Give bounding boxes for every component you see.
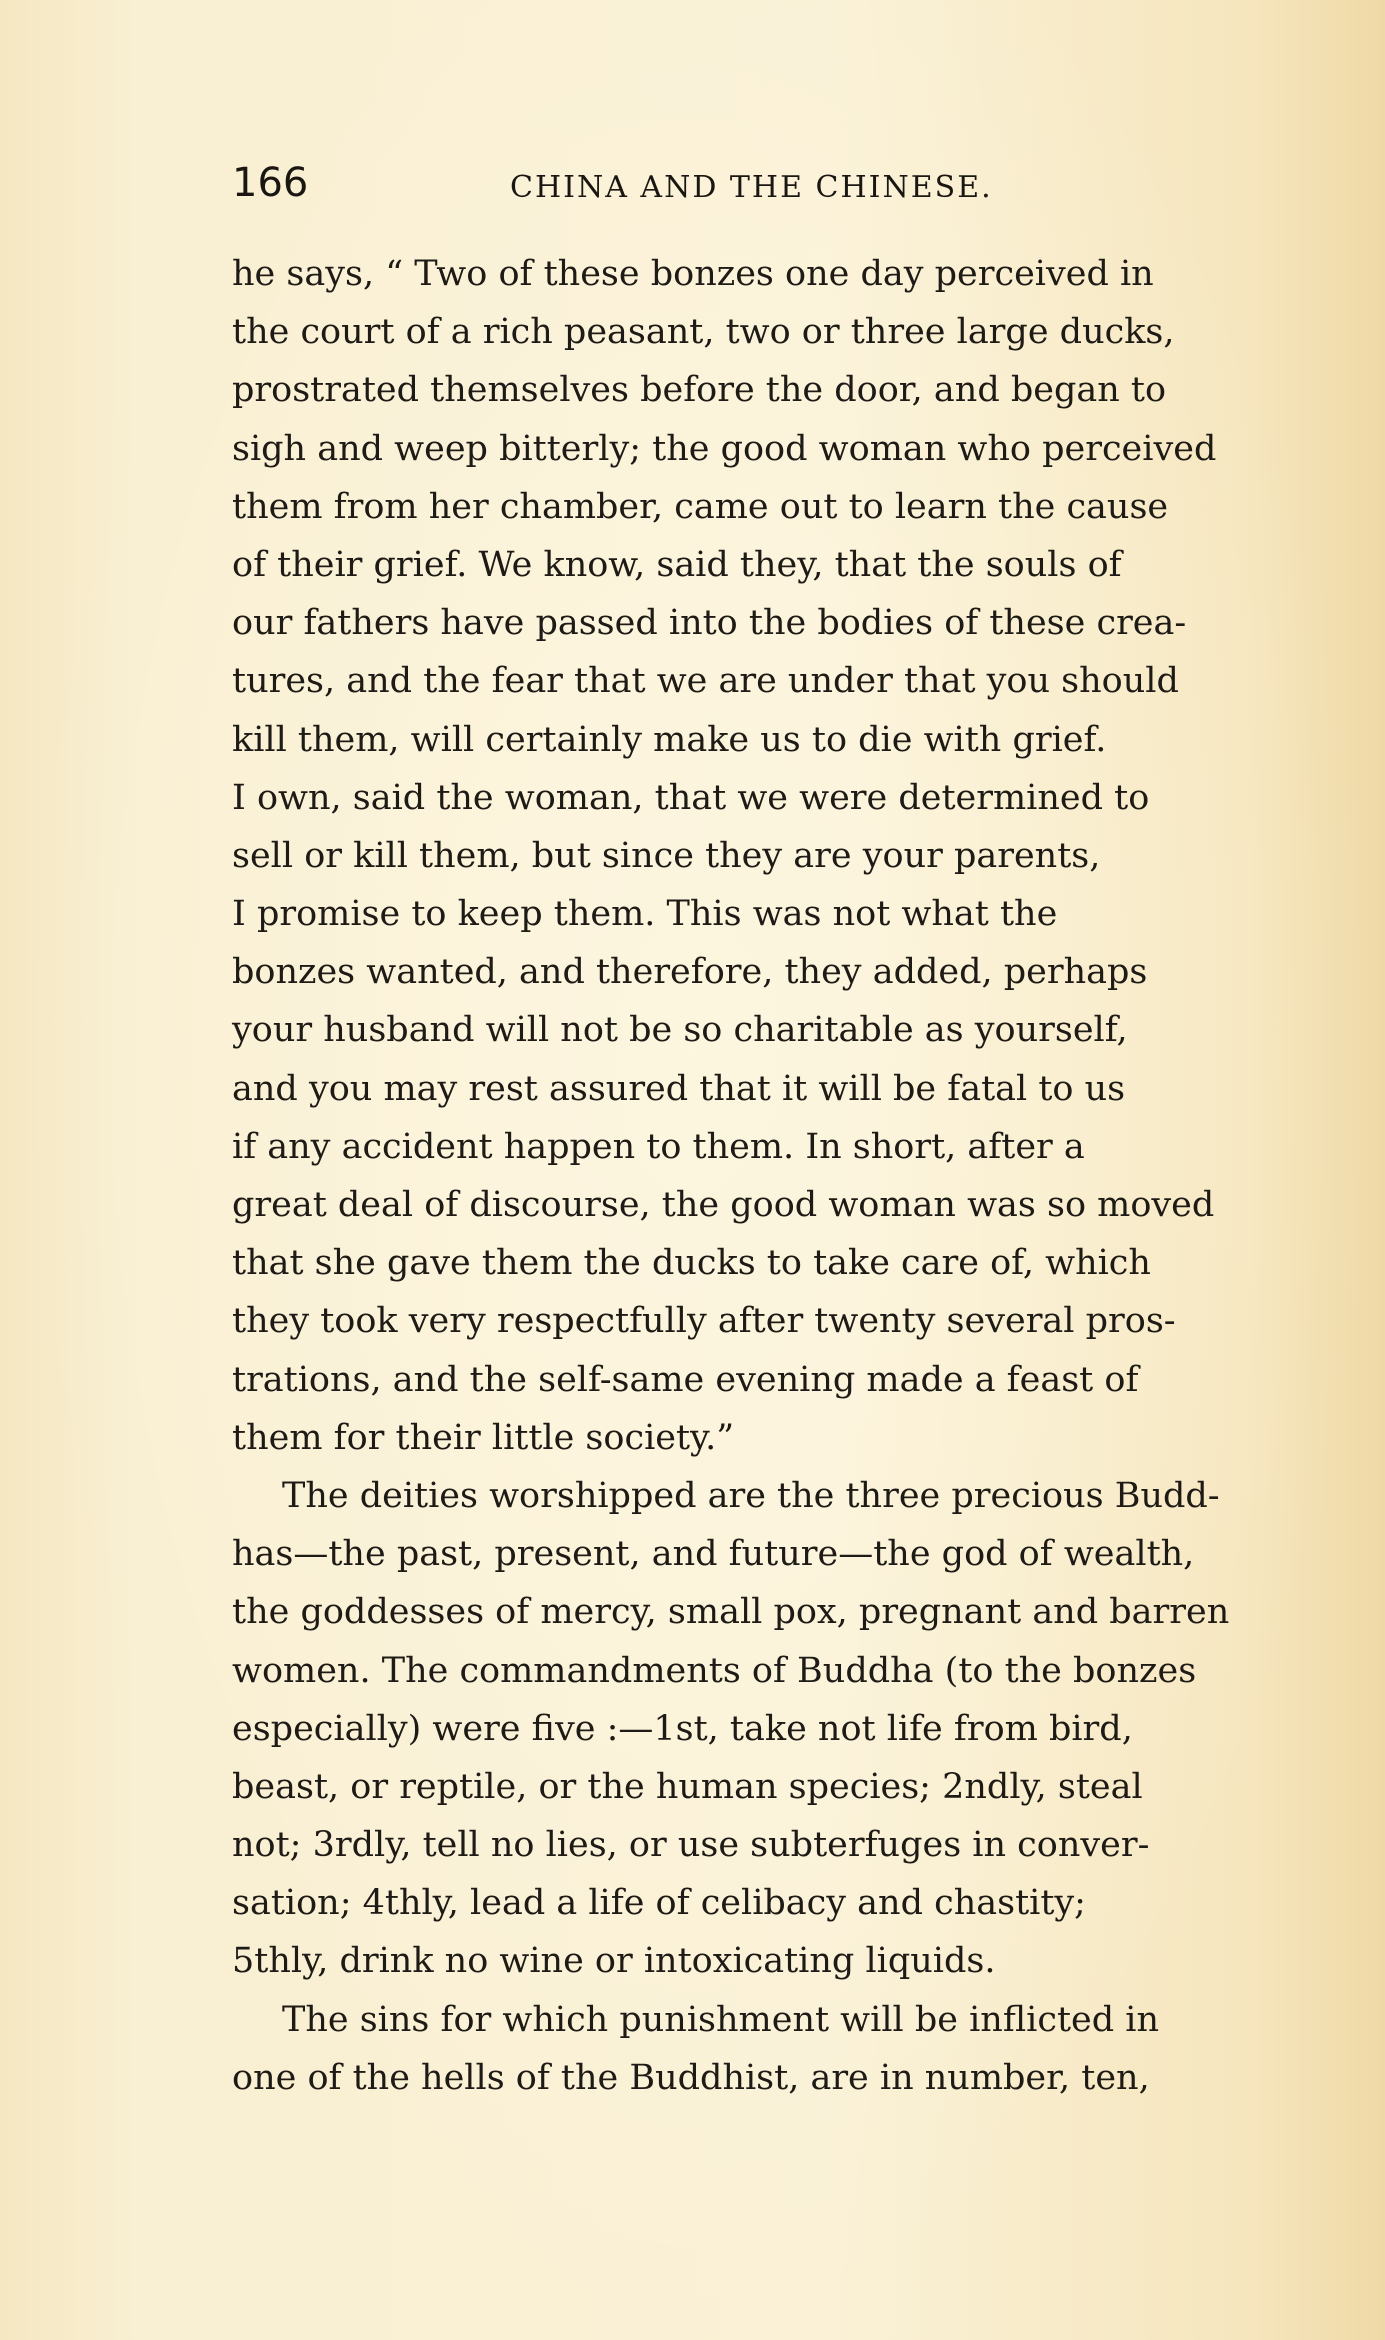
paragraph-start-line: The deities worshipped are the three precious Budd- [282,1475,1220,1516]
text-line: your husband will not be so charitable as yourself, [232,1010,1128,1051]
text-line: especially) were five :—1st, take not life from bird, [232,1708,1133,1749]
text-line: great deal of discourse, the good woman was so moved [232,1185,1215,1225]
text-line: 5thly, drink no wine or intoxicating liquids. [232,1941,996,1982]
text-line: bonzes wanted, and therefore, they added, perhaps [232,952,1148,993]
text-line: not; 3rdly, tell no lies, or use subterfuges in conver- [232,1825,1150,1866]
text-line: kill them, will certainly make us to die with grief. [232,719,1107,760]
text-line: they took very respectfully after twenty several pros- [232,1301,1176,1342]
text-line: beast, or reptile, or the human species; 2ndly, steal [232,1766,1143,1807]
text-line: women. The commandments of Buddha (to the bonzes [232,1650,1197,1691]
text-line: sell or kill them, but since they are your parents, [232,835,1101,876]
text-line: sigh and weep bitterly; the good woman who perceived [232,428,1217,469]
text-line: I promise to keep them. This was not what the [232,894,1058,935]
running-title: CHINA AND THE CHINESE. [510,170,993,205]
text-line: tures, and the fear that we are under that you should [232,661,1179,702]
text-line: has—the past, present, and future—the god of wealth, [232,1534,1195,1575]
paragraph-start-line: The sins for which punishment will be inflicted in [282,1999,1159,2040]
page-header [232,160,1072,220]
body-text [232,245,1332,2107]
text-line: if any accident happen to them. In short, after a [232,1126,1085,1167]
text-line: the court of a rich peasant, two or three large ducks, [232,312,1175,353]
text-line: one of the hells of the Buddhist, are in number, ten, [232,2057,1150,2098]
text-line: them for their little society.” [232,1417,735,1458]
text-line: trations, and the self-same evening made a feast of [232,1359,1139,1400]
text-line: the goddesses of mercy, small pox, pregnant and barren [232,1592,1230,1633]
text-line: of their grief. We know, said they, that the souls of [232,544,1122,585]
text-line: I own, said the woman, that we were determined to [232,777,1150,818]
text-line: and you may rest assured that it will be fatal to us [232,1068,1126,1109]
text-line: he says, “ Two of these bonzes one day perceived in [232,254,1154,294]
text-line: sation; 4thly, lead a life of celibacy and chastity; [232,1883,1086,1924]
text-line: our fathers have passed into the bodies of these crea- [232,603,1187,644]
text-line: prostrated themselves before the door, and began to [232,370,1167,411]
text-line: them from her chamber, came out to learn the cause [232,486,1169,527]
page-number: 166 [232,160,309,206]
text-line: that she gave them the ducks to take care of, which [232,1243,1151,1284]
